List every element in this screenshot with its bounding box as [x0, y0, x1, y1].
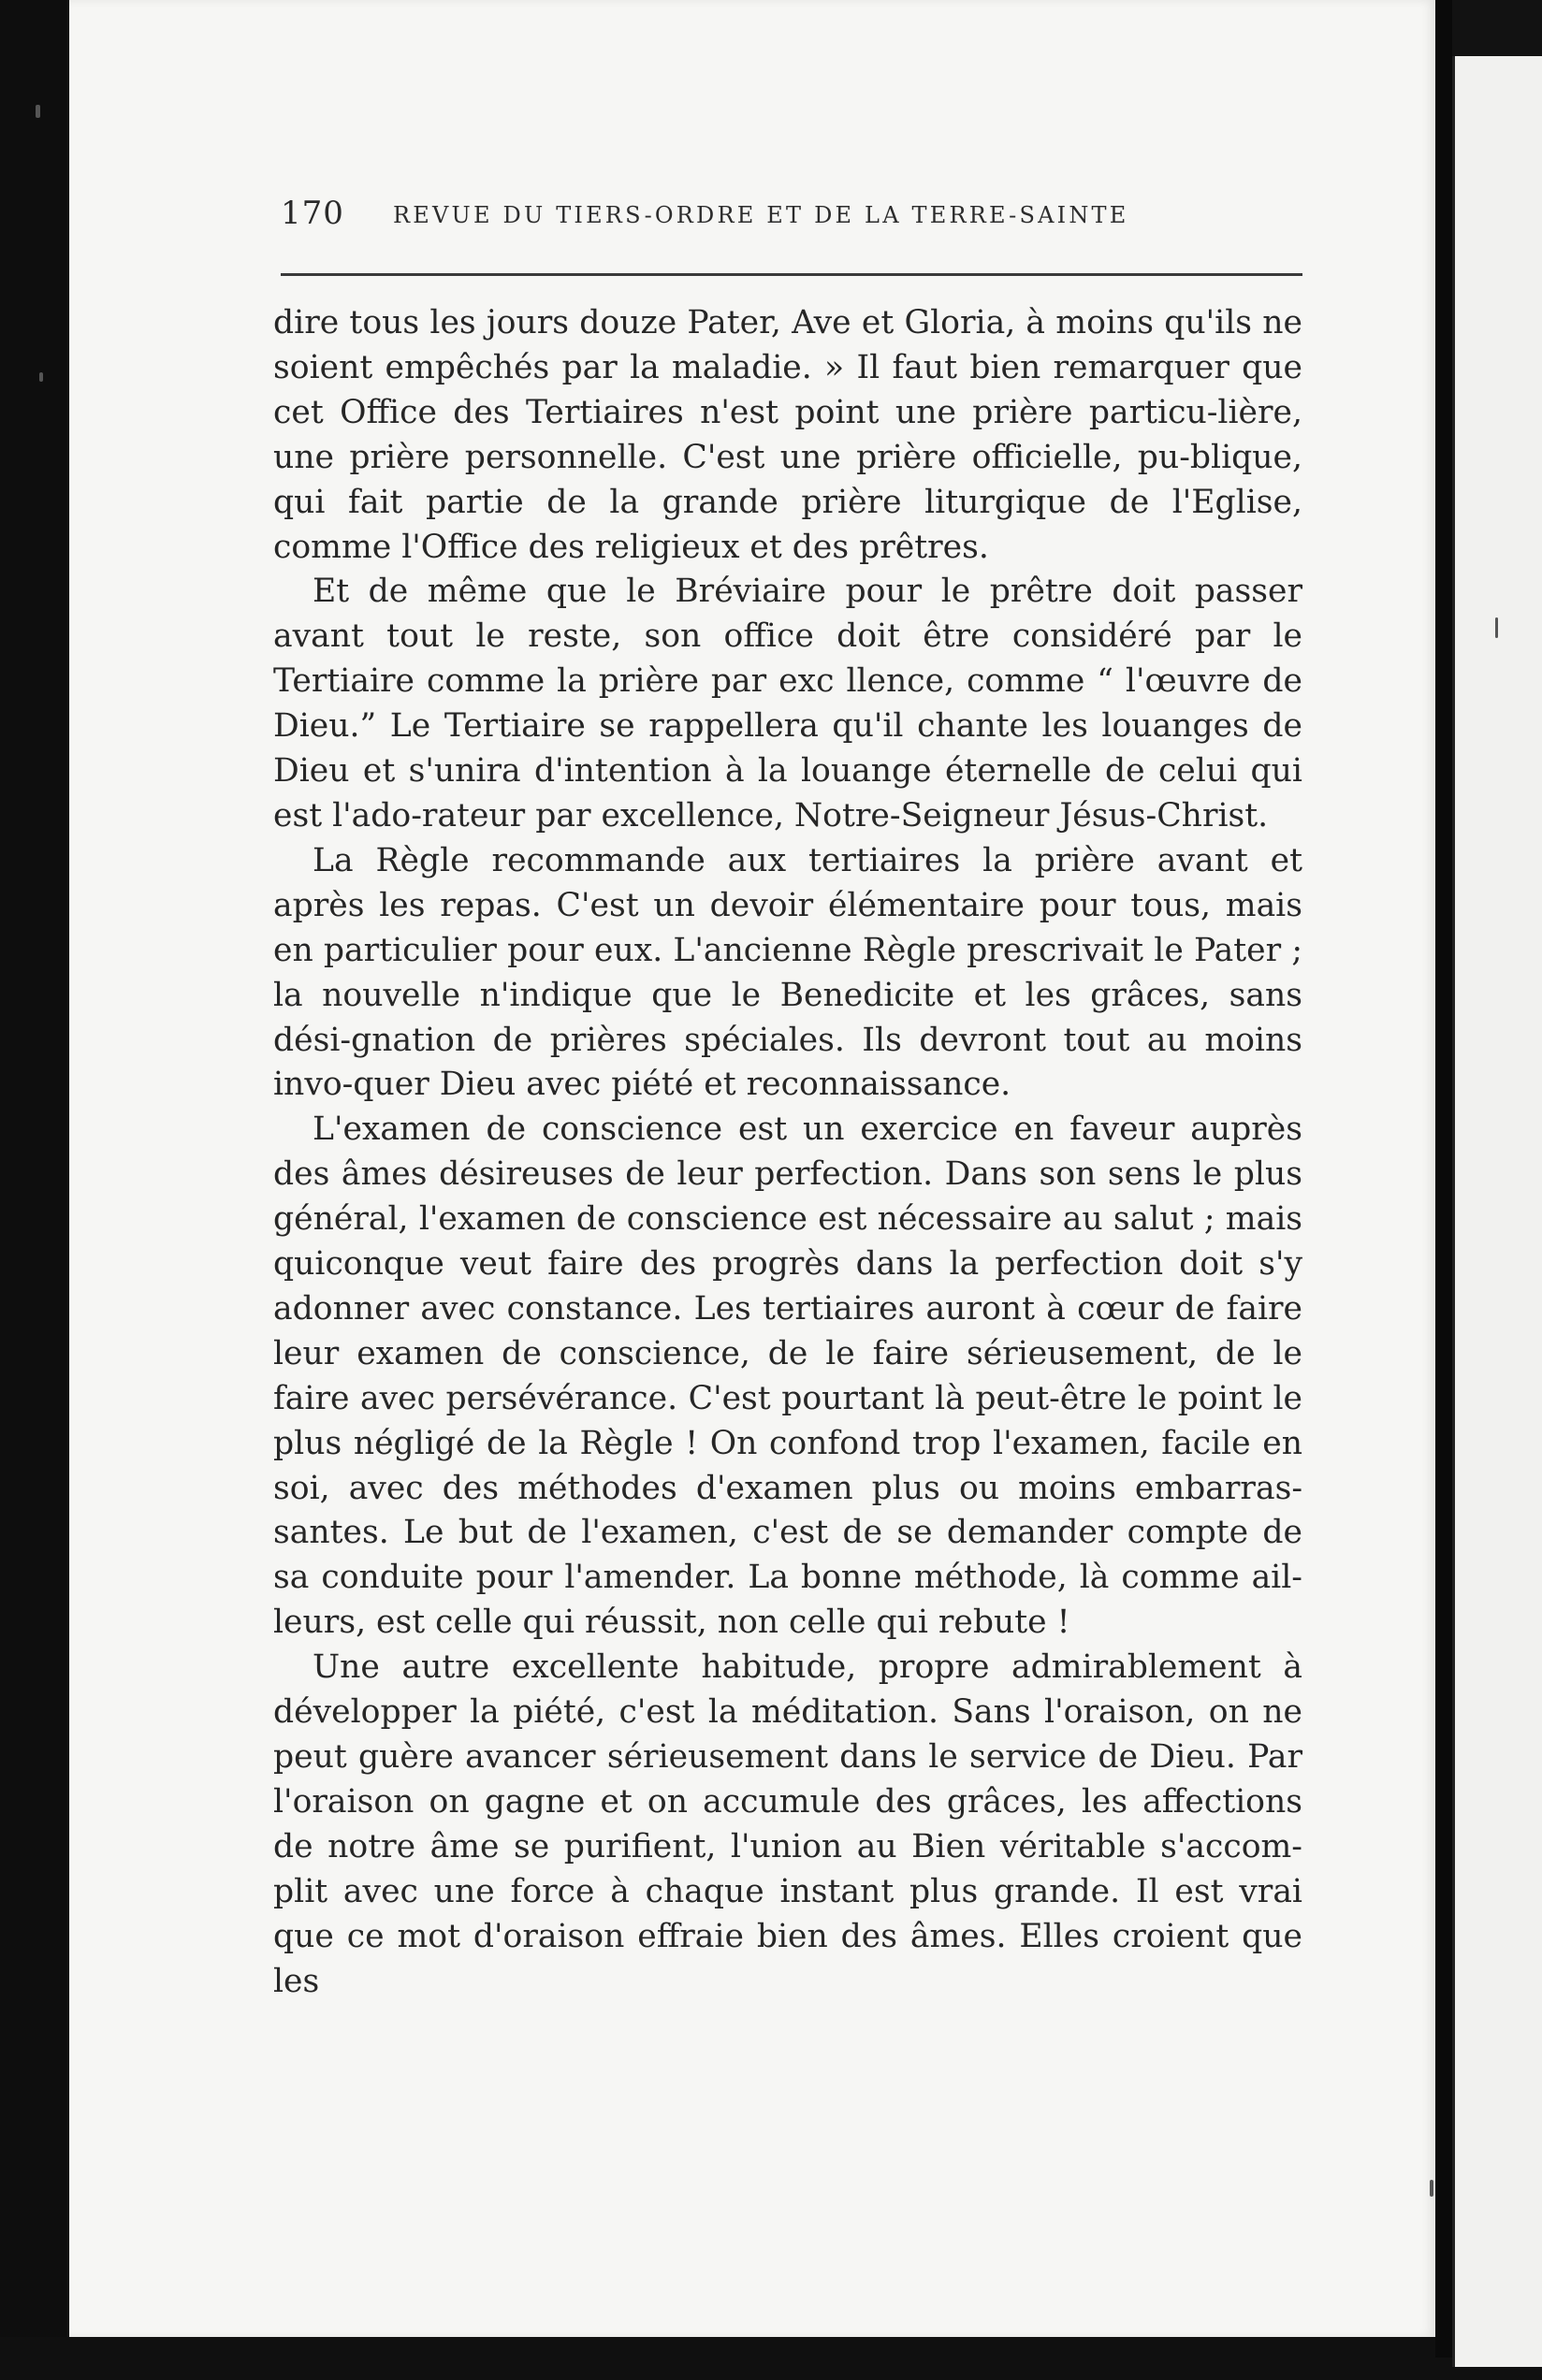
scan-speck [39, 372, 43, 382]
paragraph-3: La Règle recommande aux tertiaires la prière avant et après les repas. C'est un devoir élémentaire pour tous, mais en particulier pour eux. L'ancienne Règle prescrivait le Pater ; la nouvelle n'indique que le Benedicite et les grâces, sans dési-gnation de prières spéciales. Ils devront tout au moins invo-quer Dieu avec piété et reconnaissance. [273, 841, 1302, 1104]
paragraph-2: Et de même que le Bréviaire pour le prêtre doit passer avant tout le reste, son office doit être considéré par le Tertiaire comme la prière par exc llence, comme “ l'œuvre de Dieu.” Le Tertiaire se rappellera qu'il chante les louanges de Dieu et s'unira d'intention à la louange éternelle de celui qui est l'ado-rateur par excellence, Notre-Seigneur Jésus-Christ. [273, 573, 1302, 834]
paragraph-4: L'examen de conscience est un exercice en faveur auprès des âmes désireuses de leur perfection. Dans son sens le plus général, l'examen de conscience est nécessaire au salut ; mais quiconque veut faire des progrès dans la perfection doit s'y adonner avec constance. Les tertiaires auront à cœur de faire leur examen de conscience, de le faire sérieusement, de le faire avec persévérance. C'est pourtant là peut-être le point le plus négligé de la Règle ! On confond trop l'examen, facile en soi, avec des méthodes d'examen plus ou moins embarras-santes. Le but de l'examen, c'est de se demander compte de sa conduite pour l'amender. La bonne méthode, là comme ail-leurs, est celle qui réussit, non celle qui rebute ! [273, 1110, 1302, 1642]
page-number: 170 [281, 195, 344, 232]
page-gutter [1435, 0, 1452, 2358]
paragraph-5: Une autre excellente habitude, propre admirablement à développer la piété, c'est la méditation. Sans l'oraison, on ne peut guère avancer sérieusement dans le service de Dieu. Par l'oraison on gagne et on accumule des grâces, les affections de notre âme se purifient, l'union au Bien véritable s'accom-plit avec une force à chaque instant plus grande. Il est vrai que ce mot d'oraison effraie bien des âmes. Elles croient que les [273, 1648, 1302, 2000]
scan-speck [36, 105, 40, 118]
paragraph-1: dire tous les jours douze Pater, Ave et Gloria, à moins qu'ils ne soient empêchés par la maladie. » Il faut bien remarquer que cet Office des Tertiaires n'est point une prière particu-lière, une prière personnelle. C'est une prière officielle, pu-blique, qui fait partie de la grande prière liturgique de l'Eglise, comme l'Office des religieux et des prêtres. [273, 304, 1302, 566]
scan-speck [1430, 2180, 1433, 2197]
facing-page-edge [1452, 56, 1542, 2367]
body-text [273, 301, 1302, 2004]
scan-bottom-strip [0, 2337, 1542, 2380]
journal-title: REVUE DU TIERS-ORDRE ET DE LA TERRE-SAINTE [393, 202, 1129, 228]
scan-speck [1495, 617, 1498, 638]
header-rule [281, 273, 1302, 276]
scan-left-margin [0, 0, 67, 2380]
running-head [281, 195, 1235, 251]
